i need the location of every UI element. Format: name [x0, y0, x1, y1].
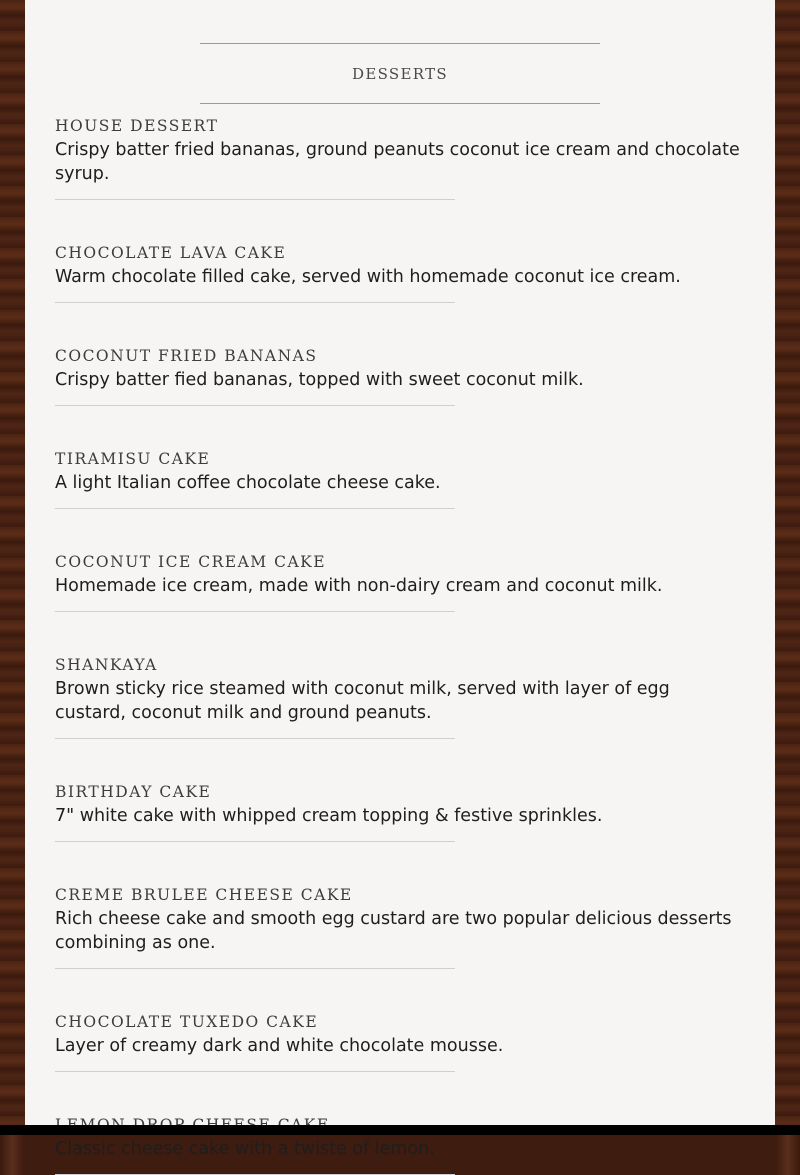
menu-item-divider: [55, 968, 455, 969]
menu-item: [55, 449, 745, 509]
menu-item-description: Crispy batter fried bananas, ground peanuts coconut ice cream and chocolate syrup.: [55, 140, 740, 184]
menu-item: [55, 1115, 745, 1175]
menu-item-divider: [55, 302, 455, 303]
menu-item-divider: [55, 738, 455, 739]
menu-item-description: A light Italian coffee chocolate cheese cake.: [55, 473, 441, 493]
menu-item-divider: [55, 611, 455, 612]
menu-item-description: Brown sticky rice steamed with coconut milk, served with layer of egg custard, coconut milk and ground peanuts.: [55, 679, 670, 723]
wood-background-right: [775, 0, 800, 1125]
menu-item: [55, 346, 745, 406]
menu-item-name: TIRAMISU CAKE: [55, 450, 211, 468]
section-header: [200, 43, 600, 104]
menu-item-divider: [55, 1071, 455, 1072]
wood-background-left: [0, 0, 25, 1125]
menu-item-description: Warm chocolate filled cake, served with homemade coconut ice cream.: [55, 267, 681, 287]
menu-item-name: COCONUT ICE CREAM CAKE: [55, 553, 327, 571]
menu-item-divider: [55, 405, 455, 406]
menu-item: [55, 243, 745, 303]
menu-panel: [25, 0, 775, 1159]
menu-item: [55, 552, 745, 612]
menu-item-divider: [55, 199, 455, 200]
menu-item-divider: [55, 508, 455, 509]
menu-item-description: Classic cheese cake with a twiste of lemon.: [55, 1139, 435, 1159]
menu-item: [55, 885, 745, 969]
menu-item: [55, 1012, 745, 1072]
menu-item-name: HOUSE DESSERT: [55, 117, 219, 135]
menu-item-list: [55, 116, 745, 1175]
menu-item-description: Crispy batter fied bananas, topped with sweet coconut milk.: [55, 370, 584, 390]
section-title: DESSERTS: [352, 64, 448, 83]
bottom-edge-bar: [0, 1125, 800, 1135]
menu-item-name: CHOCOLATE LAVA CAKE: [55, 244, 287, 262]
menu-item-description: Rich cheese cake and smooth egg custard are two popular delicious desserts combining as one.: [55, 909, 732, 953]
menu-item-name: BIRTHDAY CAKE: [55, 783, 212, 801]
menu-item-name: CREME BRULEE CHEESE CAKE: [55, 886, 353, 904]
menu-item: [55, 116, 745, 200]
menu-item-name: COCONUT FRIED BANANAS: [55, 347, 318, 365]
menu-item: [55, 655, 745, 739]
menu-item-description: 7" white cake with whipped cream topping & festive sprinkles.: [55, 806, 603, 826]
menu-item-name: CHOCOLATE TUXEDO CAKE: [55, 1013, 319, 1031]
menu-item-divider: [55, 841, 455, 842]
menu-item-description: Layer of creamy dark and white chocolate mousse.: [55, 1036, 504, 1056]
menu-item-name: SHANKAYA: [55, 656, 158, 674]
menu-item-description: Homemade ice cream, made with non-dairy cream and coconut milk.: [55, 576, 663, 596]
menu-item: [55, 782, 745, 842]
